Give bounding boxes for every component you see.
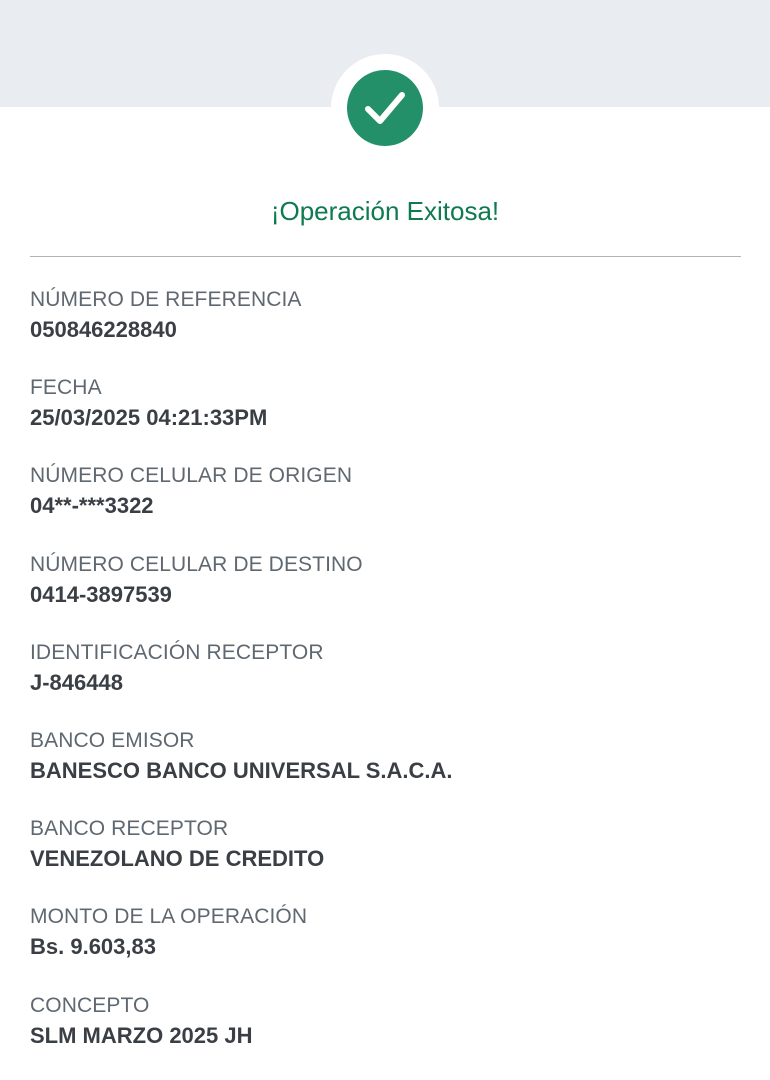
field-label: BANCO RECEPTOR [30,817,229,841]
field-label: NÚMERO CELULAR DE ORIGEN [30,464,353,488]
field-label: BANCO EMISOR [30,728,195,752]
field-label: FECHA [30,376,102,400]
field-label: CONCEPTO [30,993,150,1017]
field-label: IDENTIFICACIÓN RECEPTOR [30,640,324,664]
check-circle-icon [347,70,423,146]
field-value: 04**-***3322 [30,493,154,519]
field-label: NÚMERO CELULAR DE DESTINO [30,552,363,576]
field-value: J-846448 [30,669,123,695]
field-value: 050846228840 [30,317,177,342]
operation-details [30,285,741,1079]
field-value: 25/03/2025 04:21:33PM [30,405,268,431]
success-title: ¡Operación Exitosa! [270,196,500,226]
field-label: MONTO DE LA OPERACIÓN [30,905,308,929]
checkmark-icon [362,85,408,131]
field-label: NÚMERO DE REFERENCIA [30,288,302,311]
field-date [30,373,741,461]
field-value: BANESCO BANCO UNIVERSAL S.A.C.A. [30,757,453,783]
field-value: 0414-3897539 [30,581,172,607]
field-value: SLM MARZO 2025 JH [30,1022,253,1048]
field-value: Bs. 9.603,83 [30,934,156,960]
field-amount [30,902,741,990]
field-receiver-id [30,638,741,726]
field-destination-phone [30,550,741,638]
field-issuing-bank [30,726,741,814]
divider [30,256,741,257]
field-receiving-bank [30,814,741,902]
field-value: VENEZOLANO DE CREDITO [30,846,325,872]
field-origin-phone [30,461,741,549]
field-concept [30,991,741,1079]
field-reference-number [30,285,741,373]
